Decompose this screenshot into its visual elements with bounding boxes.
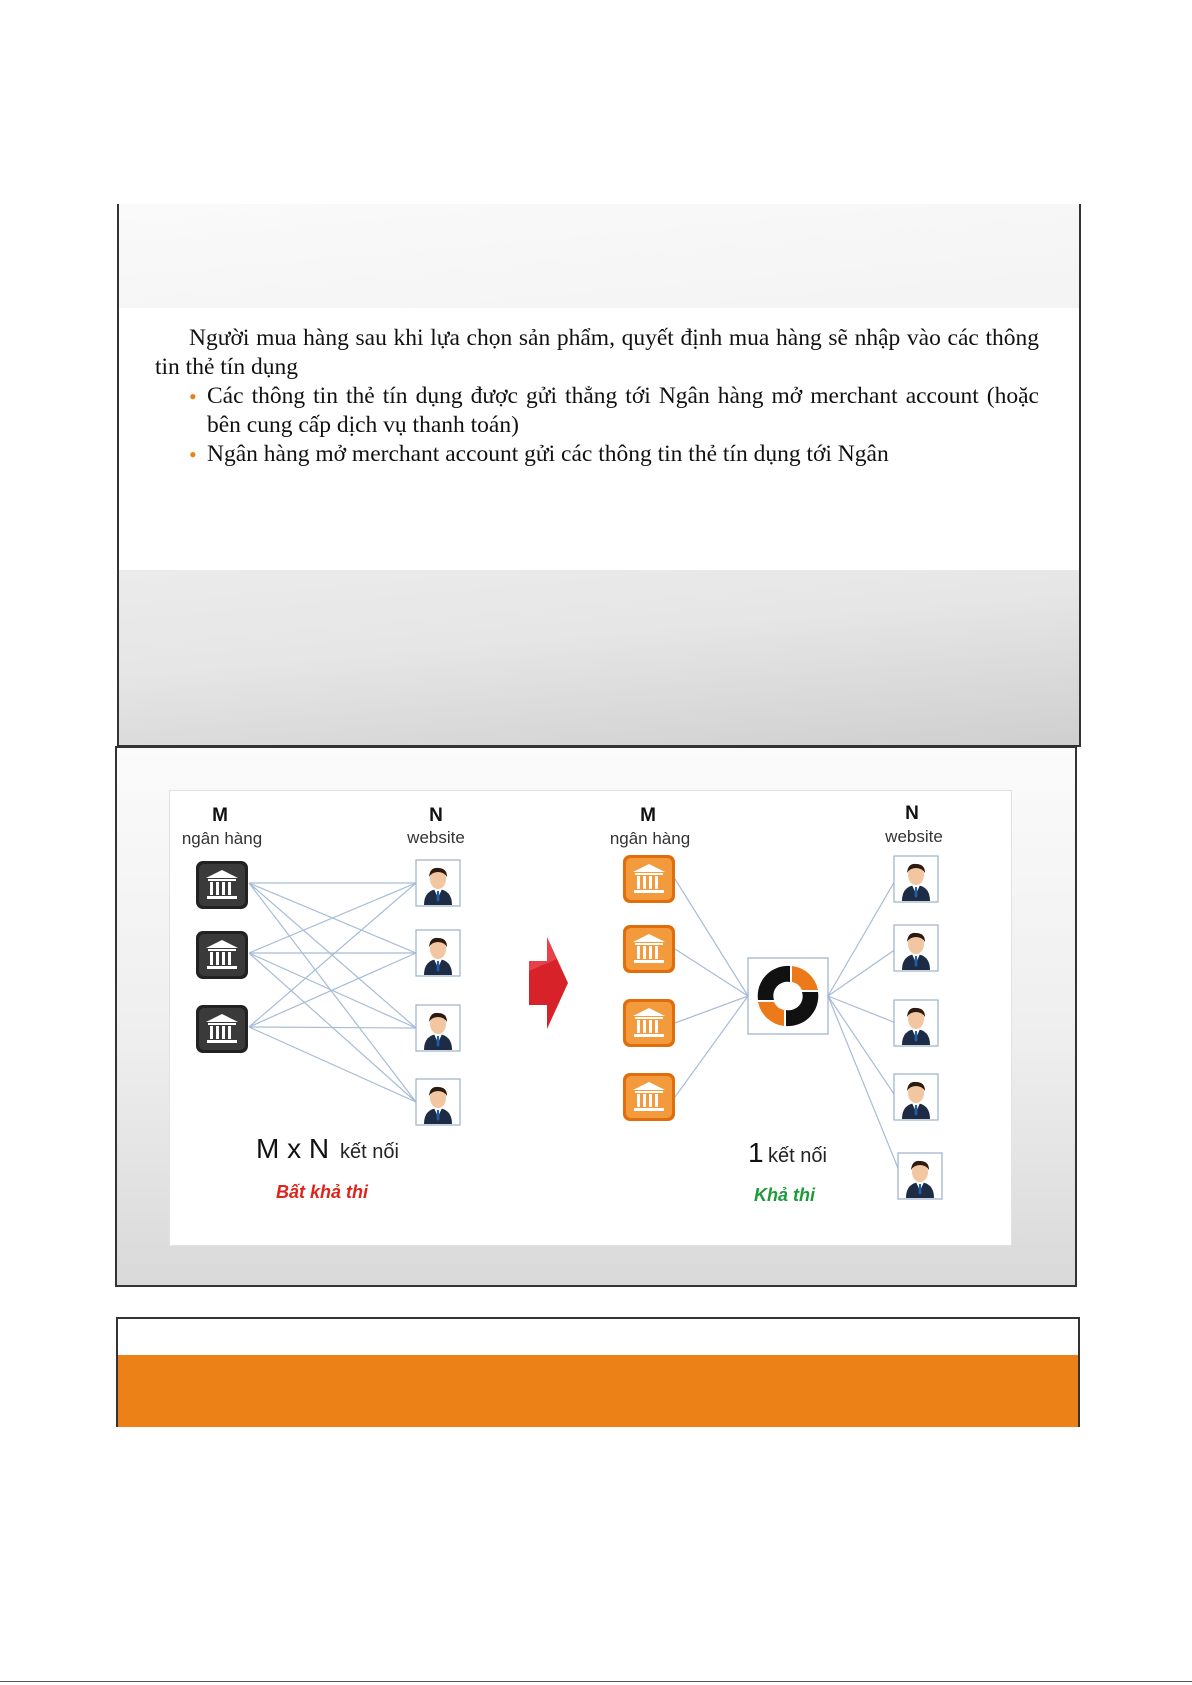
orange-header-bar bbox=[118, 1355, 1078, 1427]
left-banks-count: M bbox=[212, 805, 228, 826]
right-websites-label: website bbox=[885, 827, 943, 846]
person-icon bbox=[416, 1079, 460, 1125]
slide-header-fragment bbox=[116, 1317, 1080, 1427]
left-connection-count: M x N bbox=[256, 1133, 330, 1164]
bank-icon bbox=[196, 861, 248, 909]
bank-icon bbox=[623, 1073, 675, 1121]
gateway-logo-icon bbox=[748, 958, 828, 1034]
person-icon bbox=[894, 1000, 938, 1046]
bank-icon bbox=[196, 1005, 248, 1053]
person-icon bbox=[416, 930, 460, 976]
text-content bbox=[155, 324, 1039, 469]
right-banks-count: M bbox=[640, 805, 656, 826]
bullet-icon: • bbox=[189, 384, 197, 409]
right-connection-count: 1 bbox=[748, 1137, 764, 1168]
bank-icon bbox=[623, 855, 675, 903]
left-connection-text: kết nối bbox=[340, 1141, 399, 1163]
person-icon bbox=[894, 1074, 938, 1120]
left-verdict: Bất khả thi bbox=[276, 1182, 369, 1202]
bullet-text: Các thông tin thẻ tín dụng được gửi thẳng tới Ngân hàng mở merchant account (hoặc bên cung cấp dịch vụ thanh toán) bbox=[207, 383, 1039, 438]
arrow-right-icon bbox=[529, 937, 568, 1029]
person-icon bbox=[416, 860, 460, 906]
person-icon bbox=[894, 856, 938, 902]
connection-diagram bbox=[169, 790, 1012, 1246]
person-icon bbox=[416, 1005, 460, 1051]
slide-diagram-panel bbox=[115, 746, 1077, 1287]
bottom-rule bbox=[0, 1681, 1192, 1682]
left-websites-count: N bbox=[429, 805, 443, 826]
slide-text-panel bbox=[117, 204, 1081, 747]
right-websites-count: N bbox=[905, 803, 919, 824]
diagram-svg bbox=[170, 791, 1011, 1245]
bullet-item bbox=[155, 440, 1039, 469]
left-banks-label: ngân hàng bbox=[181, 829, 263, 848]
bullet-item bbox=[155, 382, 1039, 440]
person-icon bbox=[894, 925, 938, 971]
bank-icon bbox=[623, 999, 675, 1047]
right-banks-label: ngân hàng bbox=[609, 829, 691, 848]
bullet-icon: • bbox=[189, 442, 197, 467]
intro-paragraph: Người mua hàng sau khi lựa chọn sản phẩm, quyết định mua hàng sẽ nhập vào các thông tin thẻ tín dụng bbox=[155, 325, 1039, 380]
person-icon bbox=[898, 1153, 942, 1199]
left-connection-lines bbox=[249, 883, 416, 1102]
bank-icon bbox=[623, 925, 675, 973]
bullet-text: Ngân hàng mở merchant account gửi các thông tin thẻ tín dụng tới Ngân bbox=[207, 441, 889, 467]
right-connection-text: kết nối bbox=[768, 1145, 827, 1167]
left-websites-label: website bbox=[407, 828, 465, 847]
bank-icon bbox=[196, 931, 248, 979]
right-verdict: Khả thi bbox=[754, 1185, 815, 1205]
